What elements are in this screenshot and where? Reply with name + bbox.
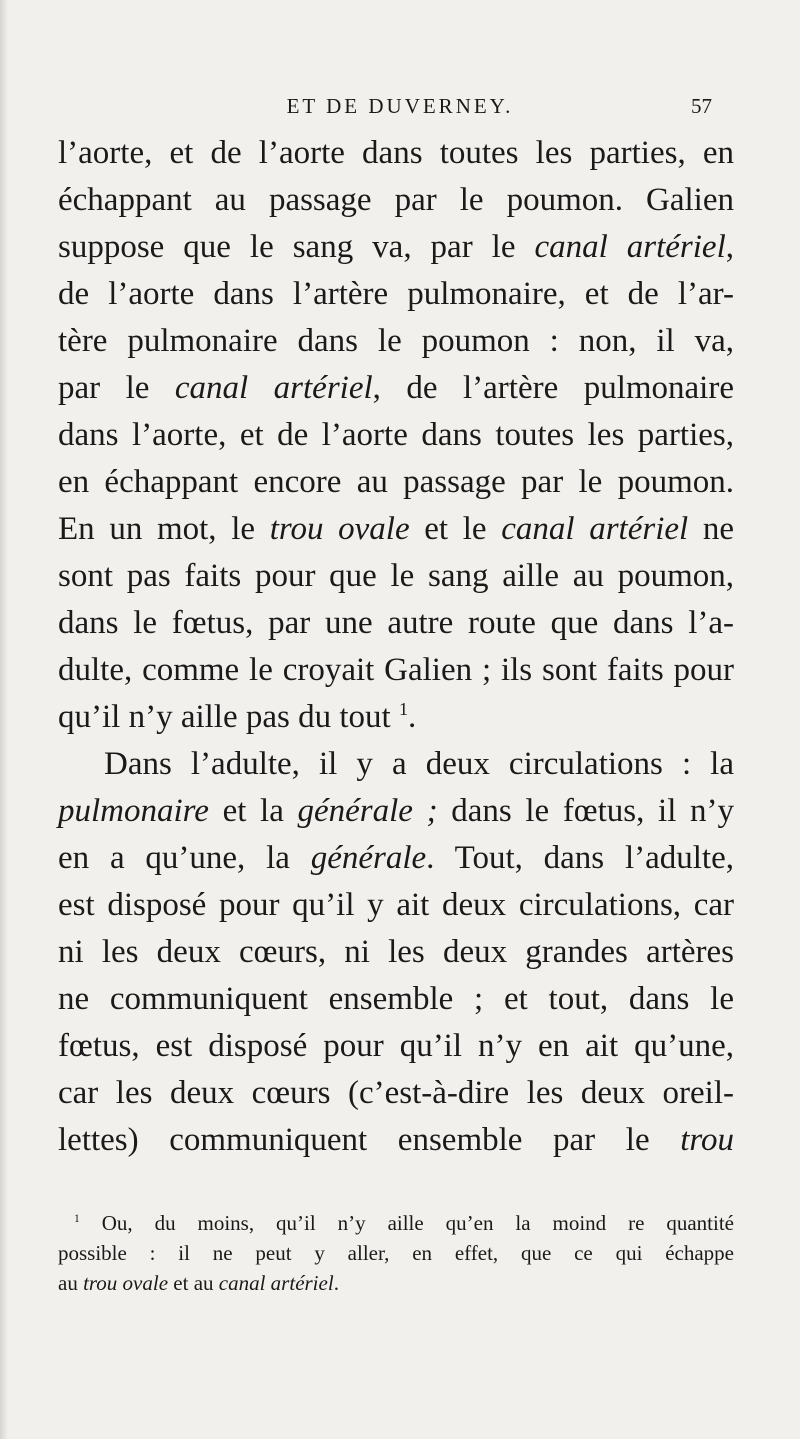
- italic-term: trou ovale: [83, 1271, 169, 1295]
- text-line: [58, 694, 734, 741]
- text-line: [58, 647, 734, 694]
- text-span: ni les deux cœurs, ni les deux grandes artères: [58, 934, 734, 970]
- text-line: [58, 741, 734, 788]
- text-span: .: [333, 1271, 339, 1295]
- text-span: en échappant encore au passage par le poumon.: [58, 464, 734, 500]
- text-line: [58, 130, 734, 177]
- text-span: car les deux cœurs (c’est-à-dire les deux oreil-: [58, 1075, 734, 1111]
- text-line: [58, 788, 734, 835]
- footnote-ref[interactable]: 1: [398, 699, 409, 719]
- text-line: [58, 224, 734, 271]
- text-span: et la: [208, 793, 298, 829]
- text-span: Ou, du moins, qu’il n’y aille qu’en la moind re quantité: [79, 1211, 734, 1235]
- text-span: fœtus, est disposé pour qu’il n’y en ait qu’une,: [58, 1028, 734, 1064]
- footnote-line: [58, 1238, 734, 1268]
- text-line: [58, 412, 734, 459]
- text-span: En un mot, le: [58, 511, 270, 547]
- text-line: [58, 177, 734, 224]
- footnote-marker: 1: [74, 1213, 80, 1225]
- text-span: , de l’artère pulmonaire: [372, 370, 734, 406]
- text-line: [58, 600, 734, 647]
- text-line: [58, 1070, 734, 1117]
- running-title: ET DE DUVERNEY.: [286, 94, 514, 118]
- text-span: . Tout, dans l’adulte,: [426, 840, 734, 876]
- text-line: [58, 976, 734, 1023]
- text-span: sont pas faits pour que le sang aille au poumon,: [58, 558, 734, 594]
- text-span: l’aorte, et de l’aorte dans toutes les parties, en: [58, 135, 734, 171]
- text-line: [58, 1023, 734, 1070]
- text-span: au: [58, 1271, 84, 1295]
- text-span: est disposé pour qu’il y ait deux circulations, car: [58, 887, 734, 923]
- text-span: .: [408, 699, 417, 735]
- text-span: par le: [58, 370, 175, 406]
- text-span: et au: [168, 1271, 219, 1295]
- text-span: dulte, comme le croyait Galien ; ils sont faits pour: [58, 652, 734, 688]
- italic-term: canal artériel: [174, 370, 373, 406]
- italic-term: canal artériel: [534, 229, 726, 265]
- text-span: qu’il n’y aille pas du tout: [58, 699, 399, 735]
- text-span: ,: [725, 229, 734, 265]
- text-span: dans le fœtus, il n’y: [437, 793, 735, 829]
- text-span: lettes) communiquent ensemble par le: [58, 1122, 681, 1158]
- page-header: [0, 94, 800, 124]
- italic-term: canal artériel: [501, 511, 689, 547]
- text-line: [58, 271, 734, 318]
- text-line: [58, 882, 734, 929]
- text-line: [58, 365, 734, 412]
- text-span: en a qu’une, la: [58, 840, 311, 876]
- italic-term: trou: [680, 1122, 734, 1158]
- text-span: et le: [409, 511, 502, 547]
- text-line: [58, 553, 734, 600]
- text-span: ne: [688, 511, 735, 547]
- text-line: [58, 1117, 734, 1164]
- text-span: dans le fœtus, par une autre route que dans l’a-: [58, 605, 734, 641]
- italic-term: trou ovale: [269, 511, 410, 547]
- text-span: suppose que le sang va, par le: [58, 229, 535, 265]
- footnote-line: [58, 1268, 734, 1298]
- italic-term: générale ;: [297, 793, 438, 829]
- main-text: [58, 130, 734, 1164]
- footnote-block: [58, 1208, 734, 1298]
- text-line: [58, 459, 734, 506]
- page-number: 57: [691, 94, 712, 118]
- text-span: de l’aorte dans l’artère pulmonaire, et de l’ar-: [58, 276, 734, 312]
- footnote-line: [58, 1208, 734, 1238]
- text-span: tère pulmonaire dans le poumon : non, il va,: [58, 323, 734, 359]
- page-edge-shadow: [0, 0, 8, 1439]
- text-span: dans l’aorte, et de l’aorte dans toutes les parties,: [58, 417, 734, 453]
- text-span: échappant au passage par le poumon. Galien: [58, 182, 734, 218]
- text-span: ne communiquent ensemble ; et tout, dans le: [58, 981, 734, 1017]
- italic-term: canal artériel: [218, 1271, 334, 1295]
- text-line: [58, 835, 734, 882]
- text-line: [58, 318, 734, 365]
- italic-term: générale: [310, 840, 427, 876]
- text-span: Dans l’adulte, il y a deux circulations : la: [104, 746, 734, 782]
- text-line: [58, 929, 734, 976]
- italic-term: pulmonaire: [58, 793, 209, 829]
- text-span: possible : il ne peut y aller, en effet, que ce qui échappe: [58, 1241, 734, 1265]
- text-line: [58, 506, 734, 553]
